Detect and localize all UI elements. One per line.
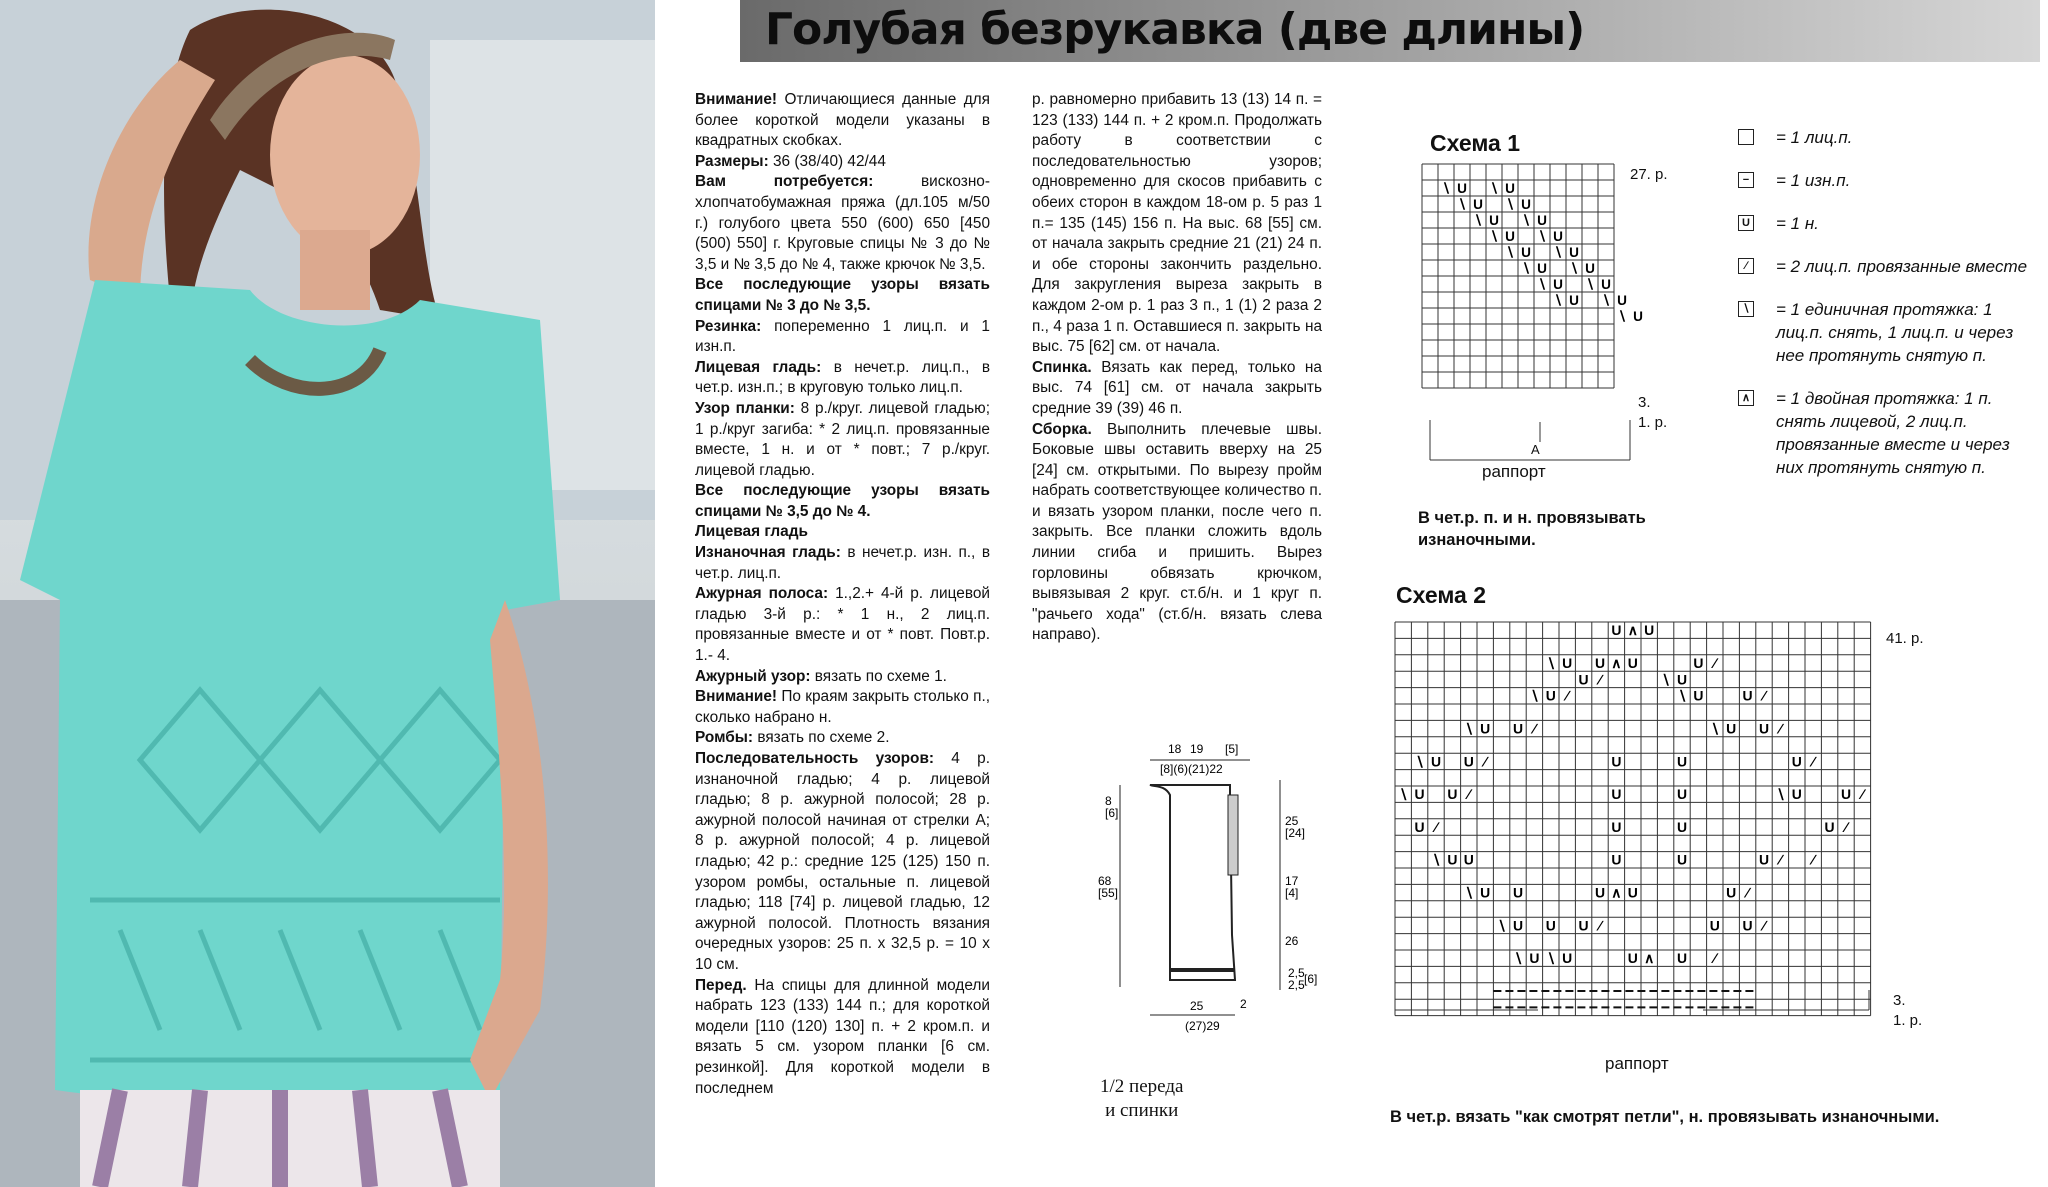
stitch-symbol: ∖ (1546, 950, 1556, 967)
stitch-symbol: ∕ (1762, 917, 1766, 934)
schema1-grid (1420, 160, 1650, 480)
stitch-symbol: U (1447, 786, 1458, 803)
stitch-symbol: ∕ (1713, 950, 1716, 967)
dimension-label: 19 (1190, 742, 1204, 756)
dimension-label: [55] (1098, 886, 1119, 900)
stitch-symbol: U (1480, 720, 1491, 737)
paragraph-text: в нечет.р. лиц.п., в чет.р. изн.п.; в круговую только лиц.п. (695, 358, 990, 397)
stitch-symbol: ∕ (1467, 786, 1470, 803)
schema1-row-1: 1. р. (1638, 414, 1668, 431)
schema1-rapport: раппорт (1482, 462, 1546, 481)
stitch-symbol: ∖ (1529, 687, 1539, 704)
stitch-symbol: ∖ (1617, 308, 1627, 324)
stitch-symbol: ∖ (1489, 180, 1499, 196)
stitch-symbol: ∖ (1775, 786, 1785, 803)
legend-item (1738, 387, 2038, 479)
model-photo (0, 0, 655, 1187)
stitch-symbol: U (1601, 276, 1611, 292)
schema1-note: В чет.р. п. и н. провязывать изнаночными. (1418, 509, 1646, 549)
schema2-grid (1393, 620, 1873, 1030)
stitch-symbol: U (1594, 654, 1606, 671)
stitch-symbol: U (1611, 818, 1622, 835)
stitch-symbol: U (1758, 851, 1770, 868)
paragraph (695, 749, 990, 976)
stitch-symbol: U (1585, 260, 1595, 276)
paragraph (695, 317, 990, 358)
paragraph-heading: Перед. (695, 976, 747, 994)
stitch-symbol: U (1791, 753, 1802, 770)
stitch-symbol: U (1693, 687, 1704, 704)
stitch-symbol: U (1627, 884, 1638, 901)
instructions-column-1 (695, 90, 990, 1099)
stitch-symbol: ∖ (1489, 228, 1499, 244)
stitch-symbol: U (1545, 917, 1556, 934)
stitch-symbol: ∖ (1537, 276, 1547, 292)
paragraph-heading: Вам потребуется: (695, 173, 874, 191)
dimension-label: [4] (1285, 886, 1299, 900)
legend-symbol-icon: − (1738, 172, 1754, 188)
stitch-symbol: ∖ (1497, 917, 1507, 934)
stitch-symbol: U (1529, 950, 1540, 967)
stitch-symbol: ∖ (1464, 884, 1474, 901)
paragraph-text: 8 р./круг. лицевой гладью; 1 р./круг загиба: * 2 лиц.п. провязанные вместе, 1 н. и от * повт.; 7 р./круг. лицевой гладью. (695, 399, 990, 479)
dimension-label: 2 (1240, 997, 1247, 1011)
paragraph-text: 1.,2.+ 4-й р. лицевой гладью 3-й р.: * 1 н., 2 лиц.п. провязанные вместе и от * повт. Повт.р. 1.- 4. (695, 585, 990, 665)
stitch-symbol: ∖ (1553, 244, 1563, 260)
stitch-symbol: U (1578, 671, 1589, 688)
schema2-rapport: раппорт (1605, 1054, 1669, 1073)
stitch-symbol: ∖ (1677, 687, 1687, 704)
legend-item (1738, 255, 2038, 278)
stitch-symbol: ∖ (1553, 292, 1563, 308)
dimension-label: [6] (1304, 972, 1318, 986)
stitch-symbol: U (1742, 687, 1753, 704)
stitch-symbol: U (1569, 292, 1579, 308)
legend-symbol-icon: U (1738, 215, 1754, 231)
stitch-symbol: U (1611, 851, 1622, 868)
dimension-label: [8](6)(21)22 (1160, 762, 1223, 776)
legend-text: = 1 лиц.п. (1776, 128, 1853, 147)
stitch-symbol: U (1726, 884, 1737, 901)
stitch-symbol: ∕ (1566, 687, 1569, 704)
pattern-caption-line2: и спинки (1105, 1100, 1179, 1121)
stitch-symbol: ∖ (1601, 292, 1611, 308)
paragraph (695, 481, 990, 522)
stitch-symbol: ∕ (1812, 851, 1815, 868)
paragraph-text: Выполнить плечевые швы. Боковые швы оставить вверху на 25 [24] см. открытыми. По вырезу пройм набрать соответствующее количество п. и вязать узором планки, после чего п. закрыть. Все планки сложить вдоль линии сгиба и пришить. Вырез горловины обвязать крючком, вывязывая 2 круг. ст.б/н. и 1 круг п. "рачьего хода" (ст.б/н. вязать слева направо). (1032, 420, 1322, 644)
paragraph-text: Вязать как перед, только на выс. 74 [61] см. от начала закрыть средние 39 (39) 46 п. (1032, 358, 1322, 417)
stitch-symbol: U (1505, 228, 1515, 244)
paragraph (695, 172, 990, 275)
stitch-symbol: ∧ (1627, 622, 1638, 639)
schema2-row-3: 3. (1893, 992, 1906, 1009)
stitch-symbol: U (1553, 276, 1563, 292)
legend-item (1738, 169, 2038, 192)
pattern-caption-line1: 1/2 переда (1100, 1076, 1184, 1097)
stitch-symbol: U (1505, 180, 1515, 196)
stitch-symbol: ∕ (1746, 884, 1749, 901)
stitch-symbol: U (1791, 786, 1802, 803)
garment-pattern-diagram (1060, 725, 1350, 1055)
paragraph-heading: Внимание! (695, 688, 778, 706)
legend-symbol-icon: ∧ (1738, 390, 1754, 406)
dimension-label: 18 (1168, 742, 1182, 756)
stitch-symbol: ∧ (1611, 884, 1622, 901)
paragraph (1032, 358, 1322, 420)
dimension-label: 8 (1105, 794, 1112, 808)
stitch-symbol: ∕ (1812, 753, 1815, 770)
stitch-symbol: U (1726, 720, 1737, 737)
stitch-symbol: U (1537, 260, 1547, 276)
stitch-symbol: U (1553, 228, 1563, 244)
stitch-symbol: ∖ (1710, 720, 1720, 737)
dimension-label: 25 (1190, 999, 1204, 1013)
stitch-symbol: U (1676, 818, 1688, 835)
stitch-symbol: U (1840, 786, 1852, 803)
stitch-symbol: U (1447, 851, 1458, 868)
paragraph-heading: Ажурная полоса: (695, 585, 829, 603)
stitch-symbol: ∖ (1661, 671, 1671, 688)
legend-text: = 1 двойная протяжка: 1 п. снять лицевой, 2 лиц.п. провязанные вместе и через них протянуть снятую п. (1776, 389, 2010, 477)
stitch-symbol: U (1463, 851, 1474, 868)
stitch-symbol: U (1569, 244, 1579, 260)
stitch-symbol: U (1617, 292, 1627, 308)
page-title: Голубая безрукавка (две длины) (765, 4, 1585, 55)
stitch-symbol: U (1512, 884, 1524, 901)
schema1-row-3: 3. (1638, 394, 1651, 411)
stitch-symbol: ∕ (1779, 851, 1782, 868)
stitch-symbol: ∕ (1779, 720, 1782, 737)
stitch-symbol: ∖ (1513, 950, 1523, 967)
paragraph-heading: Сборка. (1032, 420, 1092, 438)
stitch-symbol: ∧ (1611, 654, 1622, 671)
paragraph-heading: Ажурный узор: (695, 667, 811, 685)
stitch-symbol: U (1742, 917, 1753, 934)
paragraph (695, 976, 990, 1100)
stitch-symbol: U (1611, 622, 1622, 639)
stitch-symbol: ∖ (1398, 786, 1408, 803)
paragraph-heading: Внимание! (695, 91, 778, 108)
stitch-symbol: ∕ (1598, 917, 1602, 934)
legend-symbol-icon: ∖ (1738, 301, 1754, 317)
paragraph (695, 543, 990, 584)
paragraph (695, 728, 990, 749)
paragraph-heading: Последовательность узоров: (695, 750, 935, 767)
stitch-symbol: ∖ (1505, 196, 1515, 212)
paragraph-text: 36 (38/40) 42/44 (768, 152, 886, 170)
stitch-symbol: U (1473, 196, 1483, 212)
paragraph-text: вязать по схеме 1. (810, 667, 947, 685)
pattern-outline (1150, 785, 1235, 980)
stitch-symbol: U (1676, 950, 1688, 967)
paragraph-heading: Узор планки: (695, 399, 795, 417)
stitch-symbol: U (1521, 196, 1531, 212)
paragraph-text: в нечет.р. изн. п., в чет.р. лиц.п. (695, 544, 990, 582)
stitch-symbol: U (1480, 884, 1491, 901)
stitch-symbol: U (1676, 851, 1688, 868)
legend-item (1738, 298, 2038, 367)
paragraph (1032, 420, 1322, 647)
stitch-symbol: U (1676, 786, 1688, 803)
paragraph (695, 687, 990, 728)
legend-symbol-icon (1738, 129, 1754, 145)
dimension-label: 17 (1285, 874, 1299, 888)
paragraph (1032, 90, 1322, 358)
legend-text: = 1 н. (1776, 214, 1819, 233)
stitch-symbol: U (1633, 308, 1643, 324)
stitch-symbol: U (1512, 917, 1524, 934)
schema1-arrow-label: A (1531, 442, 1540, 457)
stitch-symbol: U (1627, 654, 1638, 671)
stitch-symbol: ∖ (1569, 260, 1579, 276)
dimension-label: 2,5 (1288, 966, 1305, 980)
paragraph (695, 152, 990, 173)
legend-symbol-icon: ∕ (1738, 258, 1754, 274)
stitch-symbol: U (1594, 884, 1606, 901)
paragraph-heading: Изнаночная гладь: (695, 544, 841, 562)
paragraph (695, 90, 990, 152)
paragraph (695, 584, 990, 666)
stitch-symbol: U (1512, 720, 1524, 737)
stitch-symbol: ∧ (1644, 950, 1655, 967)
pattern-caption (1100, 1075, 1183, 1123)
paragraph-text: вискозно-хлопчатобумажная пряжа (дл.105 м/50 г.) голубого цвета 550 (600) 650 [450 (500) 550] г. Круговые спицы № 3 до № 3,5 и № 3,5 до № 4, также крючок № 3,5. (695, 173, 990, 273)
stitch-symbol: ∕ (1484, 753, 1487, 770)
paragraph (695, 358, 990, 399)
stitch-symbol: ∕ (1713, 654, 1716, 671)
legend-text: = 1 единичная протяжка: 1 лиц.п. снять, 1 лиц.п. и через нее протянуть снятую п. (1776, 300, 2014, 365)
stitch-symbol: ∖ (1464, 720, 1474, 737)
stitch-symbol: ∖ (1546, 654, 1556, 671)
stitch-symbol: U (1463, 753, 1474, 770)
dimension-label: 68 (1098, 874, 1112, 888)
symbol-legend (1738, 126, 2038, 499)
stitch-symbol: U (1644, 622, 1655, 639)
paragraph-text: попеременно 1 лиц.п. и 1 изн.п. (695, 317, 990, 356)
stitch-symbol: ∖ (1431, 851, 1441, 868)
stitch-symbol: U (1537, 212, 1547, 228)
stitch-symbol: U (1562, 654, 1573, 671)
stitch-symbol: U (1545, 687, 1556, 704)
stitch-symbol: ∖ (1585, 276, 1595, 292)
stitch-symbol: ∕ (1533, 720, 1536, 737)
stitch-symbol: U (1430, 753, 1442, 770)
stitch-symbol: U (1627, 950, 1638, 967)
stitch-symbol: ∕ (1762, 687, 1766, 704)
schema2-row-top: 41. р. (1886, 630, 1924, 647)
stitch-symbol: U (1611, 786, 1622, 803)
stitch-symbol: U (1709, 917, 1720, 934)
instructions-column-2 (1032, 90, 1322, 646)
dimension-label: [6] (1105, 806, 1119, 820)
paragraph-heading: Спинка. (1032, 358, 1092, 376)
stitch-symbol: U (1521, 244, 1531, 260)
stitch-symbol: U (1824, 818, 1835, 835)
dimension-label: [24] (1285, 826, 1306, 840)
stitch-symbol: ∖ (1505, 244, 1515, 260)
stitch-symbol: U (1578, 917, 1589, 934)
legend-text: = 2 лиц.п. провязанные вместе (1776, 257, 2028, 276)
schema1-title: Схема 1 (1430, 130, 1521, 156)
dimension-label: 26 (1285, 934, 1299, 948)
stitch-symbol: U (1611, 753, 1622, 770)
stitch-symbol: ∕ (1434, 818, 1438, 835)
legend-text: = 1 изн.п. (1776, 171, 1851, 190)
paragraph-heading: Ромбы: (695, 729, 754, 747)
paragraph-text: Отличающиеся данные для более короткой модели указаны в квадратных скобках. (695, 91, 990, 150)
paragraph-heading: Лицевая гладь: (695, 358, 822, 376)
stitch-symbol: U (1562, 950, 1573, 967)
paragraph-text: 4 р. изнаночной гладью; 4 р. лицевой гладью; 8 р. ажурной полосой; 28 р. ажурной полосой начиная от стрелки А; 8 р. ажурной полосой; 4 р. лицевой гладью; 42 р.: средние 125 (125) 150 п. узором ромбы, остальные п. лицевой гладью; 118 [74] р. лицевой гладью, 12 ажурной полосой. Плотность вязания очередных узоров: 25 п. х 32,5 р. = 10 х 10 см. (695, 750, 990, 973)
legend-item (1738, 126, 2038, 149)
schema2-row-1: 1. р. (1893, 1012, 1923, 1029)
dimension-label: 25 (1285, 814, 1299, 828)
paragraph-heading: Размеры: (695, 152, 769, 170)
legend-item (1738, 212, 2038, 235)
paragraph-heading: Все последующие узоры вязать спицами № 3,5 до № 4. (695, 482, 990, 520)
dimension-label: [5] (1225, 742, 1239, 756)
stitch-symbol: U (1693, 654, 1704, 671)
stitch-symbol: U (1758, 720, 1770, 737)
stitch-symbol: U (1676, 671, 1688, 688)
stitch-symbol: ∕ (1844, 818, 1848, 835)
paragraph-heading: Все последующие узоры вязать спицами № 3 до № 3,5. (695, 276, 990, 314)
stitch-symbol: ∕ (1861, 786, 1864, 803)
schema2-note: В чет.р. вязать "как смотрят петли", н. провязывать изнаночными. (1390, 1108, 1940, 1126)
stitch-symbol: ∖ (1441, 180, 1451, 196)
stitch-symbol: ∖ (1521, 212, 1531, 228)
stitch-symbol: U (1457, 180, 1467, 196)
stitch-symbol: ∖ (1521, 260, 1531, 276)
paragraph-text: вязать по схеме 2. (753, 729, 890, 747)
stitch-symbol: U (1489, 212, 1499, 228)
stitch-symbol: U (1414, 818, 1425, 835)
dimension-label: (27)29 (1185, 1019, 1220, 1033)
paragraph-heading: Резинка: (695, 317, 762, 335)
paragraph-heading: Лицевая гладь (695, 523, 808, 541)
paragraph (695, 522, 990, 543)
armhole-band (1228, 795, 1238, 875)
dimension-label: 2,5 (1288, 978, 1305, 992)
schema2-title: Схема 2 (1396, 582, 1487, 608)
stitch-symbol: U (1414, 786, 1425, 803)
stitch-symbol: ∖ (1415, 753, 1425, 770)
paragraph-text: р. равномерно прибавить 13 (13) 14 п. = 123 (133) 144 п. + 2 кром.п. Продолжать работу в соответствии с последовательностью узоров; одновременно для скосов прибавить с обеих сторон в каждом 18-ом р. 5 раз 1 п.= 135 (145) 156 п. На выс. 68 [55] см. от начала закрыть средние 21 (21) 24 п. и обе стороны закончить раздельно. Для закругления выреза закрыть в каждом 2-ом р. 1 раз 3 п., 1 (1) 2 раза 2 п., 4 раза 1 п. Оставшиеся п. закрыть на выс. 75 [62] см. от начала. (1032, 91, 1322, 356)
paragraph (695, 399, 990, 481)
paragraph-text: По краям закрыть столько п., сколько набрано н. (695, 688, 991, 726)
paragraph-text: На спицы для длинной модели набрать 123 (133) 144 п.; для короткой модели [110 (120) 130] п. + 2 кром.п. и вязать 5 см. узором планки [6 см. резинкой]. Для короткой модели в последнем (695, 976, 990, 1097)
stitch-symbol: ∖ (1473, 212, 1483, 228)
stitch-symbol: U (1676, 753, 1688, 770)
stitch-symbol: ∕ (1598, 671, 1602, 688)
stitch-symbol: ∖ (1457, 196, 1467, 212)
paragraph (695, 667, 990, 688)
paragraph (695, 275, 990, 316)
schema1-row-top: 27. р. (1630, 166, 1668, 183)
stitch-symbol: ∖ (1537, 228, 1547, 244)
